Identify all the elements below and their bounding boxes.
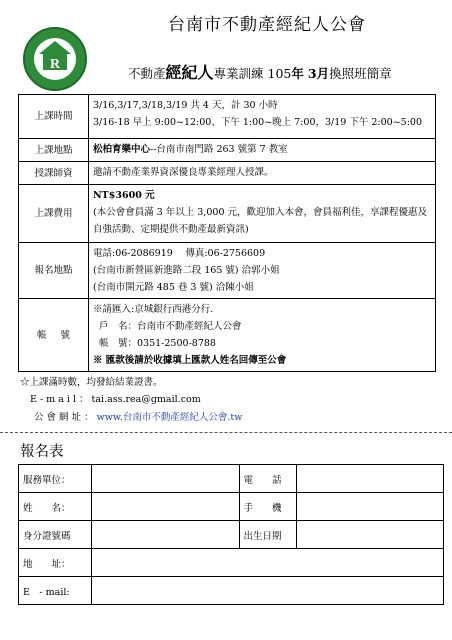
address-field[interactable] (92, 549, 444, 577)
subtitle-emphasis: 經紀人 (165, 63, 214, 82)
subtitle-suffix: 換照班簡章 (329, 66, 392, 81)
teacher-value: 邀請不動產業界資深優良專業經理人授課。 (89, 162, 436, 185)
email-value[interactable]: tai.ass.rea@gmail.com (91, 394, 201, 405)
fee-label: 上課費用 (19, 185, 89, 243)
signup-address-1: (台南市新營區新進路二段 165 號) 洽郭小姐 (93, 265, 280, 276)
email-line (30, 391, 201, 405)
mobile-label: 手 機 (239, 493, 296, 521)
subtitle-middle: 專業訓練 (213, 66, 264, 81)
birth-label: 出生日期 (239, 521, 296, 549)
subtitle-month: 3月 (307, 66, 330, 81)
id-label: 身分證號碼 (19, 521, 92, 549)
account-number: 帳 號：0351-2500-8788 (99, 338, 216, 349)
logo-letter: R (49, 57, 61, 72)
subtitle-year-number: 105 (267, 66, 292, 81)
signup-value (89, 243, 436, 299)
time-label: 上課時間 (19, 95, 89, 139)
signup-address-2: (台南市開元路 485 巷 3 號) 洽陳小姐 (93, 282, 254, 293)
website-label: 公 會 網 址 ： (34, 412, 94, 423)
fee-note: (本公會會員滿 3 年以上 3,000 元，歡迎加入本會，會員福利佳，享課程優惠及自強活動、定期提供不動產最新資訊) (93, 207, 428, 235)
certificate-note: ☆上課滿時數，均發給結業證書。 (20, 377, 163, 388)
signup-phone: 電話:06-2086919 傳真:06-2756609 (93, 248, 266, 259)
phone-field[interactable] (296, 465, 444, 493)
association-logo (22, 26, 88, 92)
time-value (89, 95, 436, 139)
subtitle-prefix: 不動產 (128, 66, 166, 81)
id-field[interactable] (92, 521, 240, 549)
account-note: ※ 匯款後請於收據填上匯款人姓名回傳至公會 (93, 355, 287, 366)
account-label: 帳號 (19, 299, 89, 372)
website-link[interactable]: www.台南市不動產經紀人公會.tw (96, 412, 243, 423)
email-label: E - m a i l ： (30, 394, 89, 405)
account-name: 戶 名：台南市不動產經紀人公會 (99, 321, 242, 332)
cut-line (0, 432, 452, 433)
address-label: 地 址： (19, 549, 92, 577)
time-dates: 3/16,3/17,3/18,3/19 共 4 天，計 30 小時 (93, 100, 278, 111)
page-title: 台南市不動產經紀人公會 (168, 15, 366, 35)
account-bank: ※請匯入:京城銀行西港分行. (93, 304, 214, 315)
email-field-label: E - mail: (19, 577, 92, 605)
course-info-table (18, 94, 436, 372)
registration-form (18, 464, 444, 605)
place-address: --台南市南門路 263 號第 7 教室 (150, 144, 288, 155)
email-field[interactable] (92, 577, 444, 605)
name-label: 姓 名： (19, 493, 92, 521)
company-field[interactable] (92, 465, 240, 493)
birth-field[interactable] (296, 521, 444, 549)
teacher-label: 授課師資 (19, 162, 89, 185)
page-subtitle (128, 60, 392, 83)
subtitle-year: 年 (291, 66, 304, 81)
place-value (89, 139, 436, 162)
account-value (89, 299, 436, 372)
place-label: 上課地點 (19, 139, 89, 162)
company-label: 服務單位： (19, 465, 92, 493)
phone-label: 電 話 (239, 465, 296, 493)
time-hours: 3/16-18 早上 9:00~12:00、下午 1:00~晚上 7:00，3/19 下午 2:00~5:00 (93, 117, 423, 128)
mobile-field[interactable] (296, 493, 444, 521)
signup-label: 報名地點 (19, 243, 89, 299)
name-field[interactable] (92, 493, 240, 521)
fee-amount: NT$3600 元 (93, 190, 155, 201)
registration-title: 報名表 (20, 444, 64, 460)
fee-value (89, 185, 436, 243)
place-venue: 松柏育樂中心 (93, 144, 151, 155)
website-line (34, 409, 242, 423)
